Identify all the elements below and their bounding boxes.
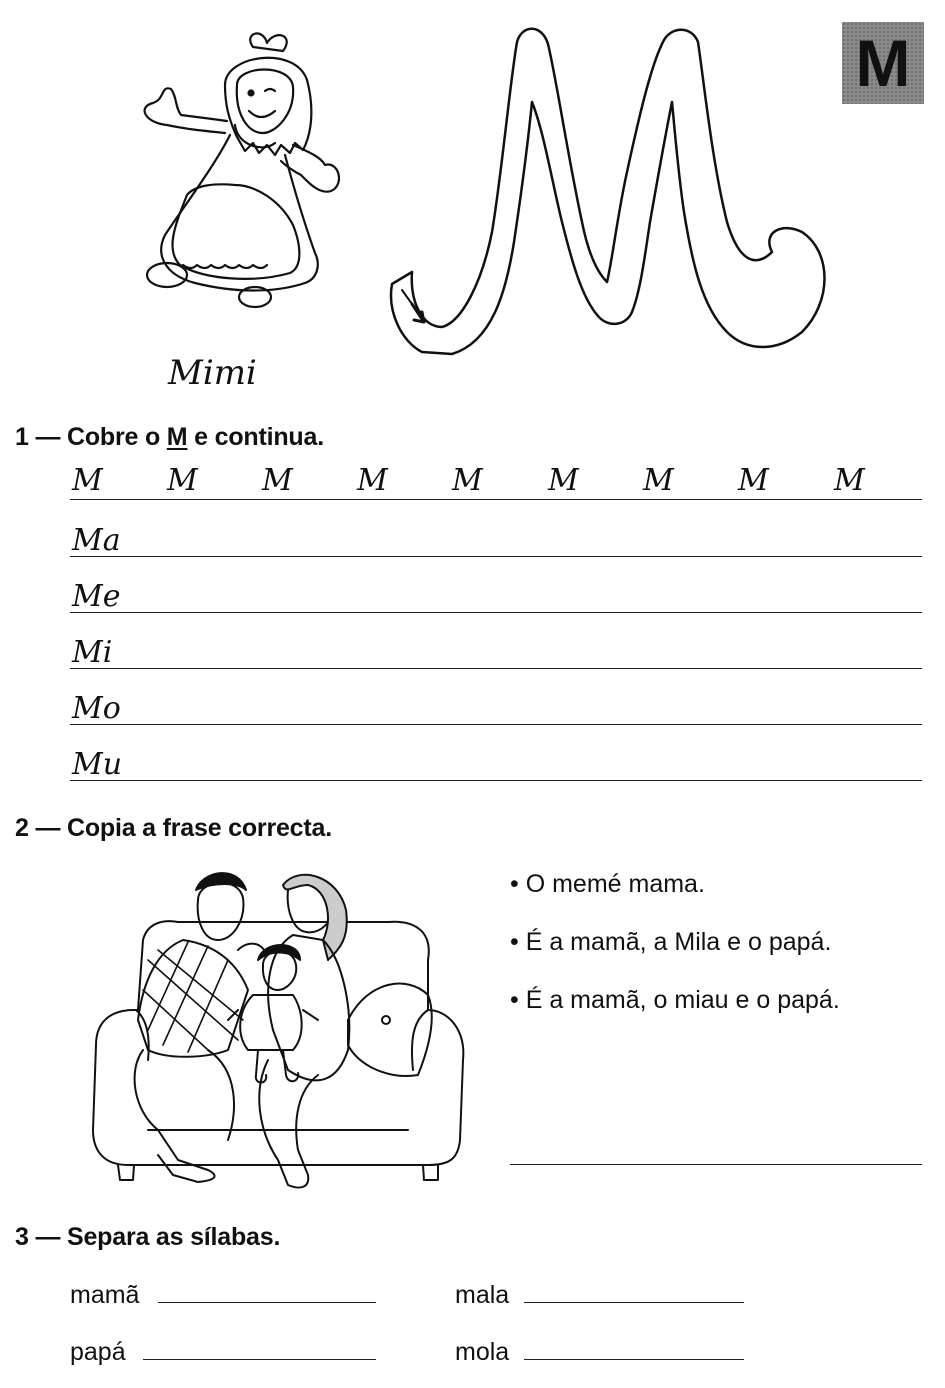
sentence-option[interactable]: • É a mamã, o miau e o papá. [510, 986, 840, 1014]
syllable-ma: Ma [72, 523, 121, 558]
exercise3-title: 3 — Separa as sílabas. [15, 1223, 281, 1251]
word-papa: papá [70, 1338, 126, 1366]
sentence-option[interactable]: • É a mamã, a Mila e o papá. [510, 928, 832, 956]
writing-line[interactable] [70, 780, 922, 781]
cursive-letter: M [167, 463, 198, 498]
answer-line[interactable] [510, 1164, 922, 1165]
letter-badge-label: M [855, 26, 911, 100]
letter-row [72, 463, 922, 502]
syllable-mu: Mu [72, 747, 123, 782]
cursive-letter: M [738, 463, 769, 498]
exercise1-title: 1 — Cobre o M e continua. [15, 423, 324, 451]
word-mama: mamã [70, 1281, 140, 1309]
title-letter: M [166, 423, 188, 451]
cursive-letter: M [834, 463, 865, 498]
exercise2-title: 2 — Copia a frase correcta. [15, 814, 332, 842]
character-name: Mimi [168, 353, 257, 393]
syllable-me: Me [72, 579, 121, 614]
cursive-letter: M [452, 463, 483, 498]
writing-line[interactable] [70, 556, 922, 557]
answer-line[interactable] [143, 1359, 376, 1360]
family-on-sofa-illustration [88, 870, 468, 1195]
letter-badge [842, 22, 924, 104]
writing-line[interactable] [70, 668, 922, 669]
answer-line[interactable] [524, 1302, 744, 1303]
word-mola: mola [455, 1338, 510, 1366]
sentence-option[interactable]: • O memé mama. [510, 870, 705, 898]
answer-line[interactable] [158, 1302, 376, 1303]
cursive-letter: M [643, 463, 674, 498]
cursive-letter: M [357, 463, 388, 498]
doll-illustration [125, 25, 355, 325]
cursive-letter: M [548, 463, 579, 498]
traced-cursive-m [382, 22, 842, 362]
word-mala: mala [455, 1281, 510, 1309]
writing-line[interactable] [70, 724, 922, 725]
writing-line[interactable] [70, 612, 922, 613]
cursive-letter: M [262, 463, 293, 498]
syllable-mo: Mo [72, 691, 121, 726]
syllable-mi: Mi [72, 635, 113, 670]
answer-line[interactable] [524, 1359, 744, 1360]
cursive-letter: M [72, 463, 103, 498]
